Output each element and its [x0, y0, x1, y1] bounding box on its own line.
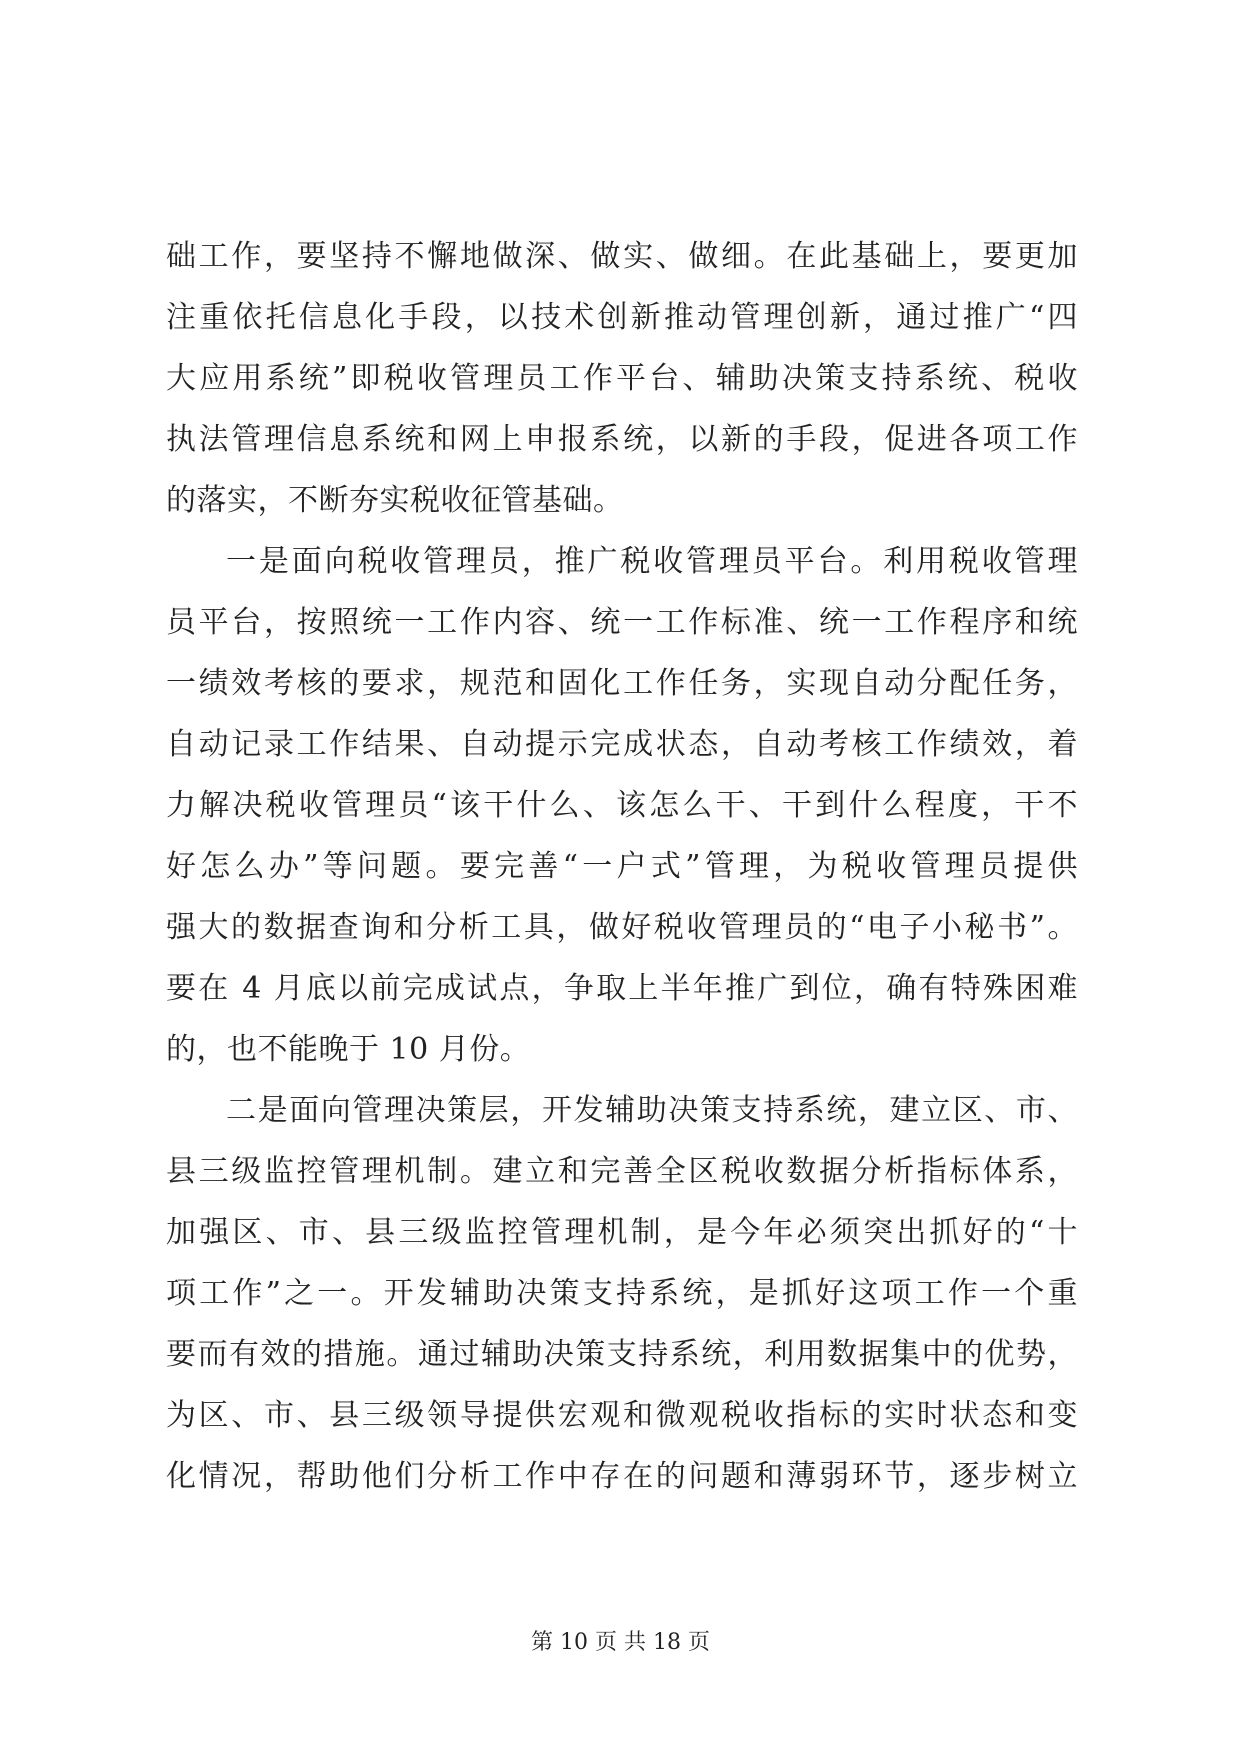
text-line: 力解决税收管理员“该干什么、该怎么干、干到什么程度，干不 — [166, 788, 1078, 823]
paragraph-first-line: 一是面向税收管理员，推广税收管理员平台。利用税收管理 — [226, 544, 1078, 579]
text-line: 员平台，按照统一工作内容、统一工作标准、统一工作程序和统 — [166, 605, 1078, 640]
text-line: 注重依托信息化手段，以技术创新推动管理创新，通过推广“四 — [166, 300, 1078, 335]
text-line: 县三级监控管理机制。建立和完善全区税收数据分析指标体系， — [166, 1154, 1078, 1189]
text-line: 础工作，要坚持不懈地做深、做实、做细。在此基础上，要更加 — [166, 239, 1078, 274]
text-line: 的落实，不断夯实税收征管基础。 — [166, 483, 624, 518]
text-line: 的，也不能晚于 10 月份。 — [166, 1032, 531, 1067]
text-line: 强大的数据查询和分析工具，做好税收管理员的“电子小秘书”。 — [166, 910, 1078, 945]
text-line: 好怎么办”等问题。要完善“一户式”管理，为税收管理员提供 — [166, 849, 1078, 884]
text-line: 加强区、市、县三级监控管理机制，是今年必须突出抓好的“十 — [166, 1215, 1078, 1250]
text-line: 自动记录工作结果、自动提示完成状态，自动考核工作绩效，着 — [166, 727, 1078, 762]
text-line: 一绩效考核的要求，规范和固化工作任务，实现自动分配任务， — [166, 666, 1078, 701]
text-line: 为区、市、县三级领导提供宏观和微观税收指标的实时状态和变 — [166, 1398, 1078, 1433]
text-line: 化情况，帮助他们分析工作中存在的问题和薄弱环节，逐步树立 — [166, 1459, 1078, 1494]
text-line: 项工作”之一。开发辅助决策支持系统，是抓好这项工作一个重 — [166, 1276, 1078, 1311]
text-line: 要而有效的措施。通过辅助决策支持系统，利用数据集中的优势， — [166, 1337, 1078, 1372]
page-number-footer: 第 10 页 共 18 页 — [531, 1630, 710, 1655]
paragraph-first-line: 二是面向管理决策层，开发辅助决策支持系统，建立区、市、 — [226, 1093, 1078, 1128]
text-line: 大应用系统”即税收管理员工作平台、辅助决策支持系统、税收 — [166, 361, 1078, 396]
text-line: 要在 4 月底以前完成试点，争取上半年推广到位，确有特殊困难 — [166, 971, 1078, 1006]
text-line: 执法管理信息系统和网上申报系统，以新的手段，促进各项工作 — [166, 422, 1078, 457]
body-text — [166, 226, 1078, 1507]
